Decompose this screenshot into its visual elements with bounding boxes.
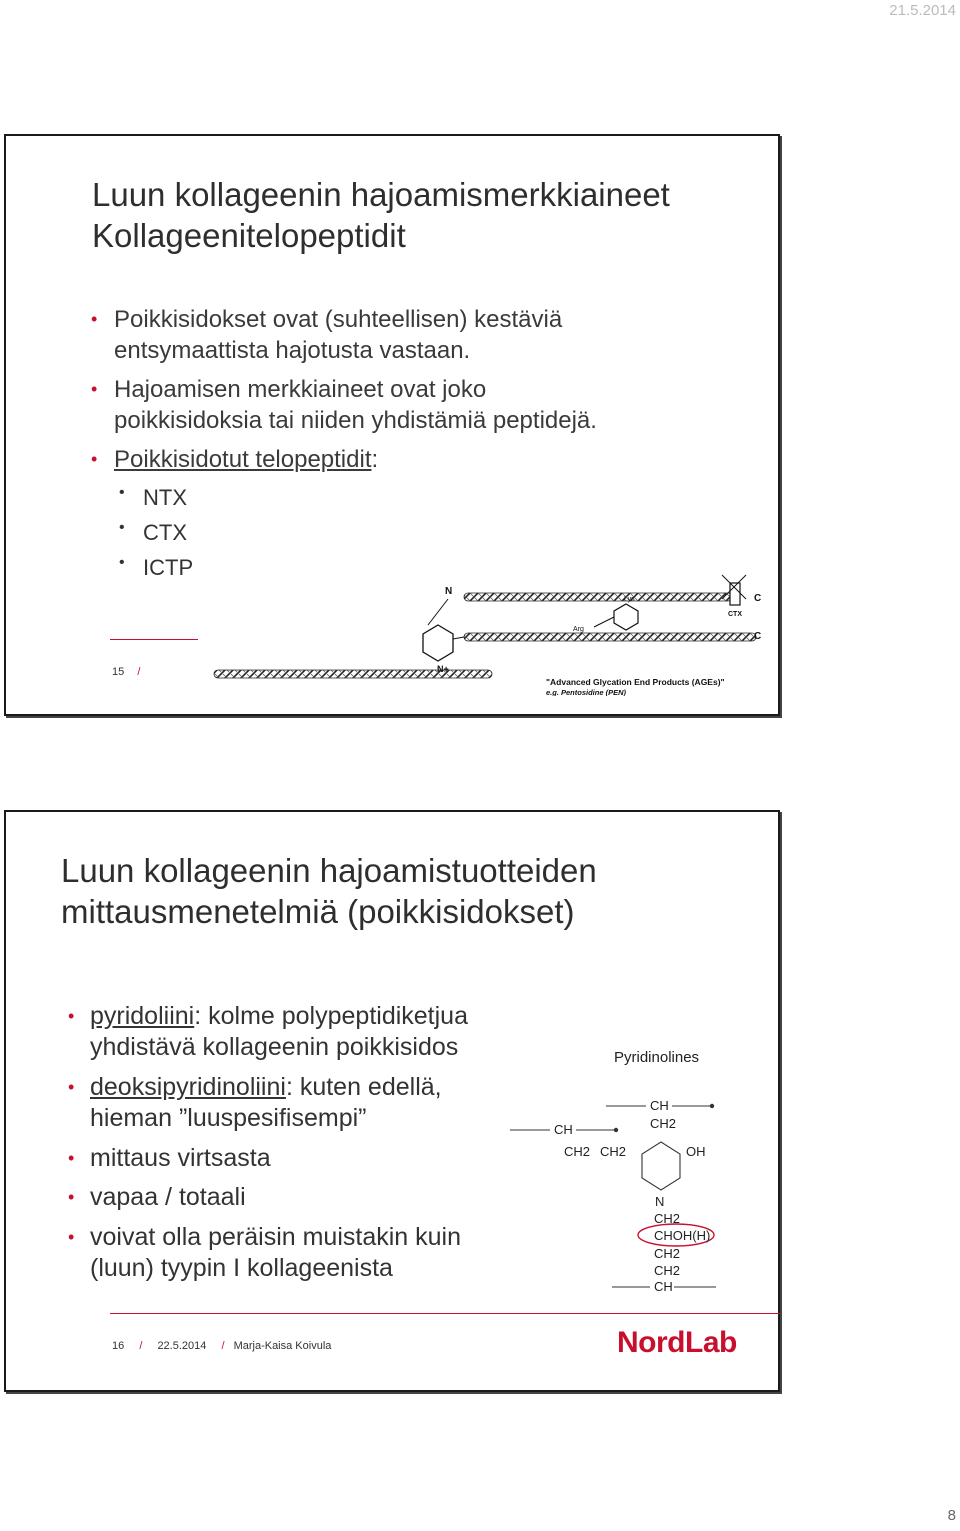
bullet-text: entsymaattista hajotusta vastaan.	[114, 337, 471, 364]
bullet-text: vapaa / totaali	[90, 1183, 246, 1211]
bullet-2	[91, 374, 597, 436]
nordlab-logo: NordLab	[617, 1326, 737, 1359]
atom-label: CH2	[600, 1144, 627, 1159]
bullet-line	[90, 1072, 442, 1103]
sub-bullet-ictp	[119, 554, 194, 581]
footer-author: Marja-Kaisa Koivula	[233, 1340, 332, 1352]
bullet-dot: •	[91, 449, 98, 469]
bullet-term: pyridoliini	[90, 1002, 195, 1030]
structure-title: Pyridinolines	[614, 1049, 700, 1066]
slide-title	[61, 850, 597, 932]
collagen-strand	[214, 670, 492, 678]
bullet-text: : kolme polypeptidiketjua	[194, 1002, 468, 1030]
bullet-3	[91, 444, 379, 475]
atom-label: CH	[554, 1122, 573, 1137]
lys-label: Lys	[624, 596, 635, 603]
collagen-strand	[464, 593, 732, 601]
bullet-mittaus	[68, 1143, 271, 1174]
sub-bullet-dot: •	[119, 484, 125, 501]
ring-n-label: N+	[437, 664, 449, 674]
slide-footer	[112, 666, 140, 678]
linker-line	[453, 637, 464, 639]
sub-bullet-ntx	[119, 484, 187, 511]
bond-end	[614, 1128, 618, 1132]
footer-rule	[110, 639, 198, 640]
atom-label: N	[655, 1194, 665, 1209]
bullet-dot: •	[68, 1187, 75, 1207]
bullet-1	[91, 304, 563, 366]
sub-bullet-dot: •	[119, 519, 125, 536]
footer-date: 22.5.2014	[157, 1340, 207, 1352]
bullet-line	[90, 1001, 468, 1032]
footer-rule	[110, 1313, 780, 1314]
bullet-vapaa	[68, 1182, 246, 1213]
bullet-text: Poikkisidotut telopeptidit	[114, 446, 372, 473]
sub-bullet-text: NTX	[143, 485, 187, 510]
age-caption-line-2: e.g. Pentosidine (PEN)	[546, 688, 627, 696]
pyridinoline-structure	[506, 1042, 736, 1292]
atom-label: CH	[650, 1098, 669, 1113]
bullet-text: Poikkisidokset ovat (suhteellisen) kestäviä	[114, 306, 563, 333]
atom-label: CH2	[654, 1263, 681, 1278]
slide-title	[92, 174, 670, 256]
slide-15	[4, 134, 780, 716]
bullet-suffix: :	[371, 446, 379, 473]
atom-label: CH2	[650, 1116, 677, 1131]
footer-slash: /	[139, 1340, 143, 1352]
arg-label: Arg	[573, 626, 584, 633]
atom-label: OH	[686, 1144, 706, 1159]
c-terminus-bottom-label: C	[754, 631, 762, 642]
sub-bullet-dot: •	[119, 554, 125, 571]
bullet-text: poikkisidoksia tai niiden yhdistämiä peptidejä.	[114, 407, 597, 434]
linker-line	[594, 617, 614, 627]
title-line-1: Luun kollageenin hajoamismerkkiaineet	[92, 176, 670, 213]
footer-slash: /	[221, 1340, 225, 1352]
age-caption-line-1: "Advanced Glycation End Products (AGEs)"	[546, 677, 725, 687]
linker-line	[428, 599, 448, 625]
slide-number: 16	[112, 1340, 125, 1352]
page-date: 21.5.2014	[889, 2, 956, 19]
bullet-text: mittaus virtsasta	[90, 1144, 271, 1172]
bullet-text: yhdistävä kollageenin poikkisidos	[90, 1033, 459, 1061]
pyridine-ring	[642, 1142, 680, 1190]
c-terminus-top-label: C	[754, 593, 762, 604]
bullet-deoksipyridinoliini	[68, 1072, 442, 1134]
collagen-crosslink-figure	[206, 561, 780, 696]
bullet-pyridoliini	[68, 1001, 468, 1063]
atom-label: CHOH(H)	[654, 1228, 711, 1243]
footer-slash: /	[137, 666, 141, 678]
bullet-text: voivat olla peräisin muistakin kuin	[90, 1223, 462, 1251]
bullet-peraisin	[68, 1222, 462, 1284]
bullet-dot: •	[68, 1077, 75, 1097]
bullet-text: : kuten edellä,	[285, 1073, 442, 1101]
bullet-dot: •	[68, 1148, 75, 1168]
sub-bullet-text: ICTP	[143, 555, 194, 580]
sub-bullet-text: CTX	[143, 520, 187, 545]
bullet-text: hieman ”luuspesifisempi”	[90, 1104, 367, 1132]
atom-label: CH2	[564, 1144, 591, 1159]
title-line-1: Luun kollageenin hajoamistuotteiden	[61, 852, 597, 889]
bullet-term: deoksipyridinoliini	[90, 1073, 286, 1101]
slide-number: 15	[112, 666, 125, 678]
page-number: 8	[947, 1507, 956, 1524]
bullet-dot: •	[91, 379, 98, 399]
aromatic-ring	[614, 604, 638, 630]
atom-label: CH2	[654, 1246, 681, 1261]
n-terminus-label: N	[445, 586, 453, 597]
slide-16	[4, 810, 780, 1392]
bullet-dot: •	[91, 309, 98, 329]
collagen-strand	[464, 633, 756, 641]
bond-end	[710, 1104, 714, 1108]
bullet-text: Hajoamisen merkkiaineet ovat joko	[114, 376, 487, 403]
slide-footer	[112, 1340, 331, 1352]
pyridinium-ring	[423, 625, 453, 661]
ctx-label: CTX	[728, 611, 742, 618]
sub-bullet-ctx	[119, 519, 187, 546]
atom-label: CH2	[654, 1211, 681, 1226]
atom-label: CH	[654, 1279, 673, 1292]
bullet-text: (luun) tyypin I kollageenista	[90, 1254, 393, 1282]
bullet-dot: •	[68, 1227, 75, 1247]
title-line-2: Kollageenitelopeptidit	[92, 217, 406, 254]
title-line-2: mittausmenetelmiä (poikkisidokset)	[61, 893, 575, 930]
bullet-dot: •	[68, 1006, 75, 1026]
